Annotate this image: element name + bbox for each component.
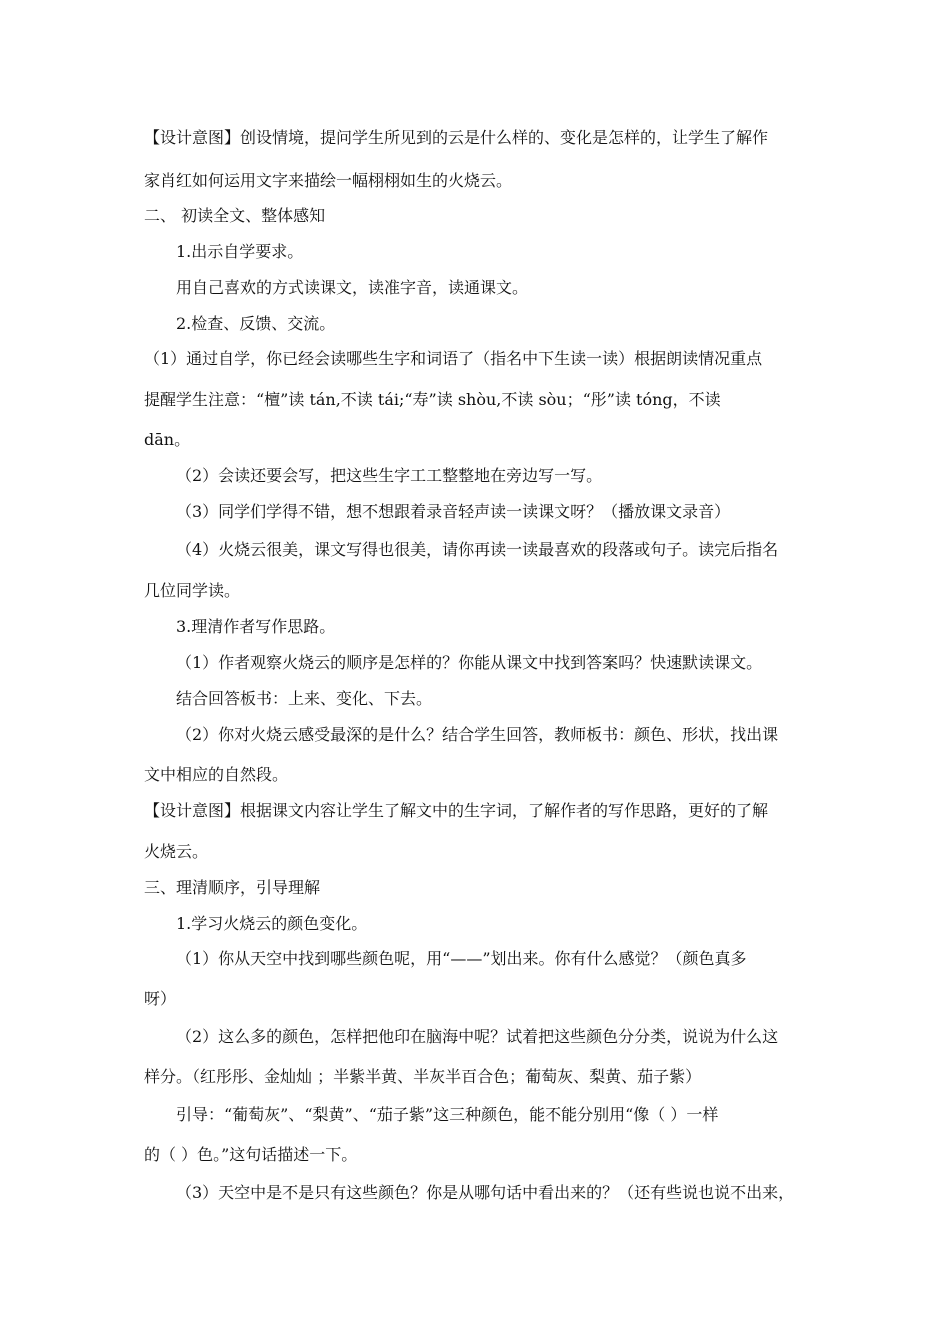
item-2-text: （2）会读还要会写，把这些生字工工整整地在旁边写一写。: [176, 466, 603, 485]
design-intent-para-1-line-2: 家肖红如何运用文字来描绘一幅栩栩如生的火烧云。: [144, 171, 513, 190]
design-intent-para-2-line-1: 【设计意图】根据课文内容让学生了解文中的生字词，了解作者的写作思路，更好的了解: [144, 801, 769, 820]
section-heading-3: 三、理清顺序，引导理解: [144, 878, 321, 897]
step-1-heading: 1.出示自学要求。: [176, 242, 304, 261]
item-4-line-1: （4）火烧云很美，课文写得也很美，请你再读一读最喜欢的段落或句子。读完后指名: [176, 540, 779, 559]
design-intent-para-2-line-2: 火烧云。: [144, 842, 209, 861]
color-item-2-line-2: 样分。（红彤彤、金灿灿 ；半紫半黄、半灰半百合色；葡萄灰、梨黄、茄子紫）: [144, 1067, 702, 1086]
guidance-line-1: 引导：“葡萄灰”、“梨黄”、“茄子紫”这三种颜色，能不能分别用“像（ ）一样: [176, 1105, 719, 1124]
item-4-line-2: 几位同学读。: [144, 581, 241, 600]
step-3-item-2-line-2: 文中相应的自然段。: [144, 765, 289, 784]
item-1-line-2: 提醒学生注意：“檀”读 tán,不读 tái;“寿”读 shòu,不读 sòu；“彤”读 tóng，不读: [144, 390, 721, 409]
color-item-3-line-1: （3）天空中是不是只有这些颜色？你是从哪句话中看出来的？（还有些说也说不出来，: [176, 1183, 795, 1202]
board-writing-1: 结合回答板书：上来、变化、下去。: [176, 689, 433, 708]
step-3-item-2-line-1: （2）你对火烧云感受最深的是什么？结合学生回答，教师板书：颜色、形状，找出课: [176, 725, 779, 744]
color-item-1-line-2: 呀）: [144, 989, 177, 1008]
step-1-text: 用自己喜欢的方式读课文，读准字音，读通课文。: [176, 278, 529, 297]
item-1-line-3: dān。: [144, 430, 191, 449]
step-2-heading: 2.检查、反馈、交流。: [176, 314, 336, 333]
item-3-text: （3）同学们学得不错，想不想跟着录音轻声读一读课文呀？（播放课文录音）: [176, 502, 731, 521]
guidance-line-2: 的（ ）色。”这句话描述一下。: [144, 1145, 358, 1164]
design-intent-para-1-line-1: 【设计意图】创设情境，提问学生所见到的云是什么样的、变化是怎样的，让学生了解作: [144, 128, 769, 147]
step-3-item-1: （1）作者观察火烧云的顺序是怎样的？你能从课文中找到答案吗？快速默读课文。: [176, 653, 763, 672]
item-1-line-1: （1）通过自学，你已经会读哪些生字和词语了（指名中下生读一读）根据朗读情况重点: [144, 349, 763, 368]
step-3-heading: 3.理清作者写作思路。: [176, 617, 336, 636]
color-item-1-line-1: （1）你从天空中找到哪些颜色呢，用“——”划出来。你有什么感觉？（颜色真多: [176, 949, 747, 968]
color-step-heading: 1.学习火烧云的颜色变化。: [176, 914, 368, 933]
color-item-2-line-1: （2）这么多的颜色，怎样把他印在脑海中呢？试着把这些颜色分分类，说说为什么这: [176, 1027, 779, 1046]
section-heading-2: 二、 初读全文、整体感知: [144, 206, 326, 225]
